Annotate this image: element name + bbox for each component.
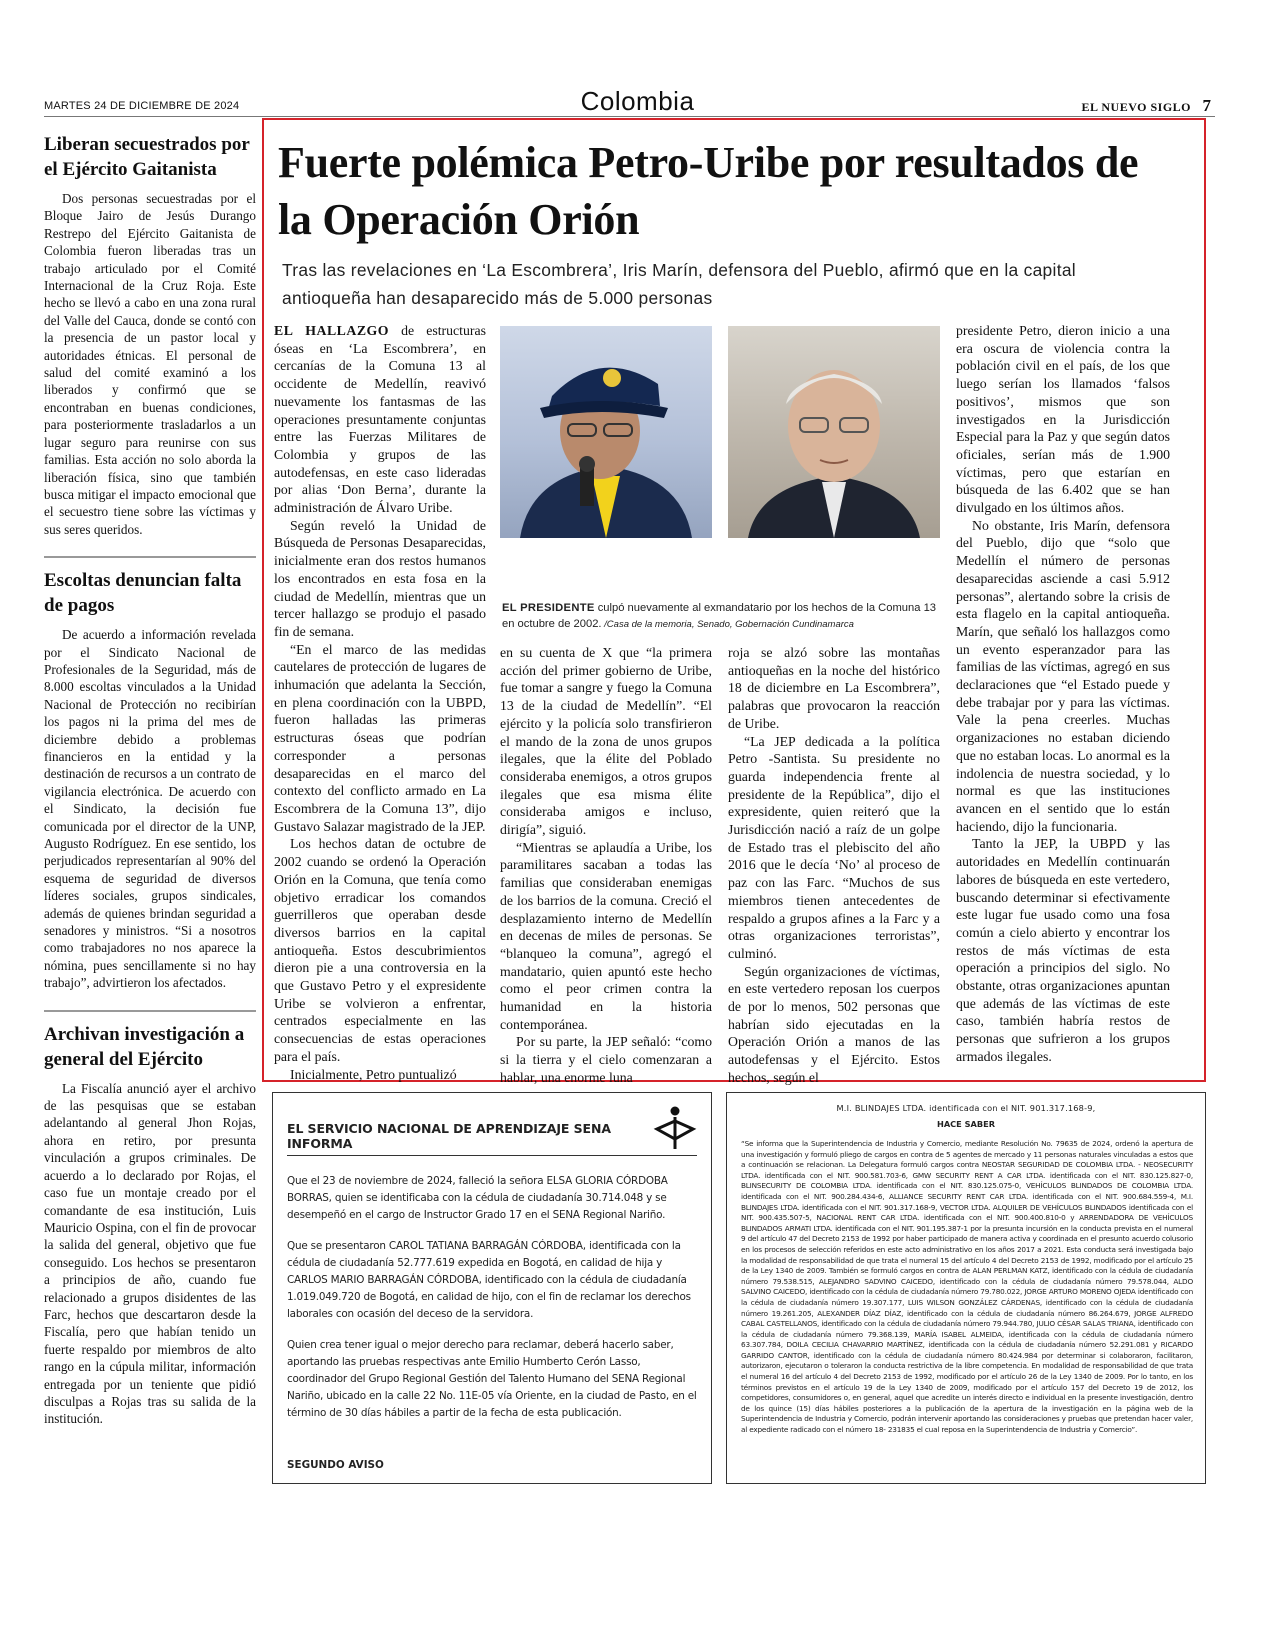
article-paragraph: Inicialmente, Petro puntualizó xyxy=(290,1066,457,1082)
article-paragraph: “La JEP dedicada a la política Petro -Santista. Su presidente no guarda independencia frente al presidente de la República”, dijo el expresidente, quien reiteró que la Jurisdicción nació a raíz de un golpe de Estado tras el plebiscito del año 2016 que le decía ‘No’ al proceso de paz con las Farc. “Muchos de sus miembros tienen antecedentes de respaldo a grupos afines a la Farc y a otras organizaciones terroristas”, culminó. xyxy=(728,733,940,961)
sena-paragraph: Que se presentaron CAROL TATIANA BARRAGÁN CÓRDOBA, identificada con la cédula de ciudadanía 52.777.619 expedida en Bogotá, en calidad de hija y CARLOS MARIO BARRAGÁN CÓRDOBA, identificado con la cédula de ciudadanía 1.019.049.720 de Bogotá, en calidad de hijo, con el fin de reclamar los derechos laborales con ocasión del deceso de la servidora. xyxy=(287,1239,691,1321)
newspaper-brand: EL NUEVO SIGLO xyxy=(1081,100,1191,114)
article-subheadline: Tras las revelaciones en ‘La Escombrera’, Iris Marín, defensora del Pueblo, afirmó que en la capital antioqueña han desaparecido más de 5.000 personas xyxy=(282,260,1076,308)
brief-body: De acuerdo a información revelada por el Sindicato Nacional de Profesionales de la Seguridad, más de 8.000 escoltas vinculados a la Unidad Nacional de Protección no recibirían los pagos ni la prima del mes de diciembre debido a problemas financieros en la entidad y la destinación de recursos a un contrato de vigilancia electrónica. De acuerdo con el Sindicato, la decisión fue comunicada por el director de la UNP, Augusto Rodríguez. En ese sentido, los perjudicados representarían al 90% del esquema de seguridad de diversos líderes sociales, grupos sindicales, además de quienes brindan seguridad a senadores y ministros. “Si a nosotros como trabajadores no nos aparece la nómina, pues sencillamente si no hay trabajo”, advirtieron los afectados. xyxy=(44,627,256,991)
issue-date: MARTES 24 DE DICIEMBRE DE 2024 xyxy=(44,100,240,112)
caption-text: culpó nuevamente al exmandatario por los hechos de la Comuna 13 en octubre de 2002. xyxy=(502,602,937,630)
notice-body: “Se informa que la Superintendencia de Industria y Comercio, mediante Resolución No. 79635 de 2024, ordenó la apertura de una investigación y formuló pliego de cargos en contra de 5 agentes de mercado y 11 personas naturales vinculadas a estos que a continuación se relacionan. La Delegatura formuló cargos contra NEOSTAR SEGURIDAD DE COLOMBIA LTDA. - NEOSECURITY LTDA. identificada con el NIT. 900.581.703-6, GMW SECURITY RENT A CAR LTDA. identificada con el NIT. 830.125.827-0, BLINSECURITY DE COLOMBIA LTDA. identificada con el NIT. 830.125.075-0, VEHÍCULOS BLINDADOS DE COLOMBIA LTDA. identificada con el NIT. 900.284.434-6, ALLIANCE SECURITY RENT CAR LTDA. identificada con el NIT. 900.684.559-4, M.I. BLINDAJES LTDA. identificada con el NIT. 901.317.168-9, VECTOR LTDA. ALQUILER DE VEHÍCULOS BLINDADOS identificada con el NIT. 900.435.507-5, NACIONAL RENT CAR LTDA. identificada con el NIT. 900.400.810-0 y ARRENDADORA DE VEHÍCULOS BLINDADOS ARMATI LTDA. identificada con el NIT. 901.195.387-1 por la presunta incursión en la conducta prevista en el numeral 9 del artículo 47 del Decreto 2153 de 1992 por haber participado de manera activa y coordinada en el presunto acuerdo colusorio en los procesos de selección referidos en este acto administrativo en los años 2017 a 2021. Esta conducta será investigada bajo la modalidad de responsabilidad de que trata el numeral 15 del artículo 4 del Decreto 2153 de 1992, modificado por el artículo 25 de la Ley 1340 de 2009. También se formuló cargos en contra de ALAN PERLMAN KATZ, identificado con la cédula de ciudadanía número 79.538.515, ALEJANDRO SADVINO CAICEDO, identificado con la cédula de ciudadanía número 79.578.044, ALDO SALVINO CAICEDO, identificado con la cédula de ciudadanía número 79.780.022, JORGE ARTURO MORENO OJEDA identificado con la cédula de ciudadanía número 19.307.177, LUIS WILSON GONZÁLEZ CÁRDENAS, identificado con la cédula de ciudadanía número 19.261.205, ALEXANDER DÍAZ DÍAZ, identificado con la cédula de ciudadanía número 86.264.679, JORGE ALFREDO CABAL CASTELLANOS, identificado con la cédula de ciudadanía número 79.944.780, JULIO CÉSAR SALAS TRIANA, identificado con la cédula de ciudadanía número 79.368.139, MARÍA ISABEL ALMEIDA, identificada con la cédula de ciudadanía número 63.307.784, DOILA CECILIA CHAVARRIO MARTÍNEZ, identificada con la cédula de ciudadanía número 52.291.081 y RICARDO GARRIDO CANTOR, identificado con la cédula de ciudadanía número 80.424.984 por determinar si colaboraron, facilitaron, autorizaron, ejecutaron o toleraron la conducta restrictiva de la libre competencia. En modalidad de responsabilidad de que trata el numeral 16 del artículo 4 del Decreto 2153 de 1992, modificado por el artículo 26 de la Ley 1340 de 2009. Por lo tanto, en los términos previstos en el artículo 19 de la Ley 1340 de 2009, modificado por el artículo 157 del Decreto 19 de 2012, los competidores, consumidores o, en general, aquel que acredite un interés directo e individual en la presente investigación, dentro de los quince (15) días hábiles posteriores a la publicación de la apertura de la investigación en la página web de la Superintendencia de Industria y Comercio, podrán intervenir aportando las consideraciones y pruebas que pretendan hacer valer, al expediente radicado con el número 18- 231835 el cual reposa en la Superintendencia de Industria y Comercio”. xyxy=(741,1139,1193,1435)
article-headline: Fuerte polémica Petro-Uribe por resultados de la Operación Orión xyxy=(278,138,1139,244)
article-kicker: EL HALLAZGO xyxy=(274,323,389,338)
sena-signature: SEGUNDO AVISO xyxy=(287,1459,384,1471)
article-paragraph: EL HALLAZGO de estructuras óseas en ‘La Escombrera’, en cercanías de la Comuna 13 al occidente de Medellín, reavivó nuevamente los fantasmas de las operaciones presuntamente conjuntas entre las Fuerzas Militares de Colombia y grupos de las autodefensas, en este caso lideradas por alias ‘Don Berna’, durante la administración de Álvaro Uribe. xyxy=(274,323,486,516)
page-number: 7 xyxy=(1202,96,1211,115)
caption-credit: /Casa de la memoria, Senado, Gobernación Cundinamarca xyxy=(601,619,854,630)
brief-title: Escoltas denuncian falta de pagos xyxy=(44,570,242,617)
article-paragraph: “Mientras se aplaudía a Uribe, los paramilitares sacaban a todas las familias que consideraban enemigas de los barrios de la comuna. Creció el desplazamiento interno de Medellín en decenas de miles de personas. Se “blanqueo la comuna”, agregó el mandatario, quien apuntó este hecho como el peor crimen contra la humanidad en la historia contemporánea. xyxy=(500,839,712,1032)
briefs-column xyxy=(44,132,256,1438)
article-paragraph: No obstante, Iris Marín, defensora del Pueblo, dijo que “solo que Medellín el número de personas desaparecidas asciende a casi 5.912 personas”, alertando sobre la crisis de esta flagelo en la capital antioqueña. Marín, que señaló los hallazgos como un evento esperanzador para las familias de las víctimas, agregó en sus declaraciones que “el Estado puede y debe trabajar por y para las víctimas. Vale la pena creerles. Muchas organizaciones no estaban diciendo que no estaban locas. Lo anormal es la indolencia de nuestra sociedad, y lo normal es que las instituciones avancen en el sentido que lo están haciendo, dijo la funcionaria. xyxy=(956,517,1170,834)
header-rule xyxy=(44,116,1215,117)
article-column-3 xyxy=(728,644,940,1087)
brief-title: Archivan investigación a general del Ejército xyxy=(44,1023,245,1070)
photo-petro xyxy=(500,326,712,538)
sena-body xyxy=(287,1173,697,1436)
notice-subheading: HACE SABER xyxy=(936,1119,995,1129)
article-paragraph: Según organizaciones de víctimas, en este vertedero reposan los cuerpos de por lo menos, 502 personas que habrían sido ejecutadas en la Operación Orión a manos de las autodefensas y el Ejército. Estos hechos, según el xyxy=(728,963,940,1085)
article-paragraph: Según reveló la Unidad de Búsqueda de Personas Desaparecidas, inicialmente eran dos restos humanos los encontrados en esta fosa en la ciudad de Medellín, mientras que un tercer hallazgo se produjo el pasado fin de semana. xyxy=(274,517,486,639)
brief-archivan xyxy=(44,1022,256,1438)
article-column-1 xyxy=(274,322,486,1083)
photo-caption xyxy=(502,600,942,633)
article-column-4 xyxy=(956,322,1170,1066)
article-column-2 xyxy=(500,644,712,1087)
photo-uribe xyxy=(728,326,940,538)
sena-title: EL SERVICIO NACIONAL DE APRENDIZAJE SENA INFORMA xyxy=(287,1121,611,1151)
caption-kicker: EL PRESIDENTE xyxy=(502,602,595,614)
sena-notice xyxy=(272,1092,712,1484)
brief-body: Dos personas secuestradas por el Bloque Jairo de Jesús Durango Restrepo del Ejército Gaitanista de Colombia fueron liberadas tras un trabajo articulado por el Comité Internacional de la Cruz Roja. Este hecho se llevó a cabo en una zona rural del Valle del Cauca, donde se contó con la presencia de un pastor local y autoridades étnicas. El personal de salud del comité examinó a los liberados y confirmó que se encontraban en buenas condiciones, para posteriormente trasladarlos a un lugar seguro para reunirse con sus familias. Esta acción no solo aborda la liberación física, sino que también busca mitigar el impacto emocional que el secuestro tiene sobre las víctimas y sus seres queridos. xyxy=(44,191,256,537)
brief-body: La Fiscalía anunció ayer el archivo de las pesquisas que se estaban adelantando al general Jhon Rojas, ahora en retiro, por presunta vinculación a grupos criminales. De acuerdo a lo declarado por Rojas, el caso fue un montaje creado por el comandante de esa institución, Luis Mauricio Ospina, con el fin de provocar la salida del general, objetivo que fue conseguido. Los hechos se presentaron a principios de año, cuando fue relacionado a grupos disidentes de las Farc, hechos que descartaron desde la Fiscalía, pero que habían tenido un fuerte respaldo por miembros de alto rango en la cúpula militar, información entregada por un teniente que pidió disculpas a Rojas tras su salida de la institución. xyxy=(44,1080,256,1427)
section-title: Colombia xyxy=(580,86,695,116)
article-paragraph: en su cuenta de X que “la primera acción del primer gobierno de Uribe, fue tomar a sangre y fuego la Comuna 13 de la ciudad de Medellín”. “El ejército y la policía solo transfirieron el mando de la zona de unos grupos ilegales, que la élite del Poblado consideraba enemigos, a otros grupos ilegales que esa misma élite consideraba amigos e incluso, dirigía”, siguió. xyxy=(500,645,712,838)
sena-logo xyxy=(653,1105,697,1151)
article-paragraph: Por su parte, la JEP señaló: “como si la tierra y el cielo comenzaran a hablar, una enorme luna xyxy=(500,1034,712,1085)
brief-secuestrados xyxy=(44,132,256,548)
notice-heading: M.I. BLINDAJES LTDA. identificada con el NIT. 901.317.168-9, xyxy=(836,1103,1096,1113)
sena-paragraph: Quien crea tener igual o mejor derecho para reclamar, deberá hacerlo saber, aportando las pruebas respectivas ante Emilio Humberto Cerón Lasso, coordinador del Grupo Regional Gestión del Talento Humano del SENA Regional Nariño, ubicado en la calle 22 No. 11E-05 vía Oriente, en la ciudad de Pasto, en el término de 30 días hábiles a partir de la fecha de esta publicación. xyxy=(287,1338,697,1420)
blindajes-notice xyxy=(726,1092,1206,1484)
article-paragraph: Tanto la JEP, la UBPD y las autoridades en Medellín continuarán labores de búsqueda en este vertedero, buscando determinar si efectivamente este lugar fue usado como una fosa común a cielo abierto y encontrar los restos de más víctimas de esta operación a principios del siglo. No obstante, otras organizaciones apuntan que además de las víctimas de este caso, también habría restos de personas que sufrieron a los grupos armados ilegales. xyxy=(956,836,1170,1064)
article-paragraph: presidente Petro, dieron inicio a una era oscura de violencia contra la población civil en el país, de los que luego serían los llamados ‘falsos positivos’, mismos que son investigados en la Jurisdicción Especial para la Paz y que según datos oficiales, serían más de 1.900 víctimas, pero que estarían en búsqueda de las 6.402 que se han divulgado en los últimos años. xyxy=(956,323,1170,516)
divider xyxy=(44,556,256,558)
article-paragraph: “En el marco de las medidas cautelares de protección de lugares de inhumación que adelanta la Sección, en plena coordinación con la UBPD, fueron halladas las primeras estructuras óseas que podrían corresponder a personas desaparecidas en el marco del contexto del conflicto armado en La Escombrera de la Comuna 13”, dijo Gustavo Salazar magistrado de la JEP. xyxy=(274,641,486,834)
brief-escoltas xyxy=(44,568,256,1002)
divider xyxy=(44,1010,256,1012)
sena-paragraph: Que el 23 de noviembre de 2024, falleció la señora ELSA GLORIA CÓRDOBA BORRAS, quien se identificaba con la cédula de ciudadanía 30.714.048 y se desempeñó en el cargo de Instructor Grado 17 en el SENA Regional Nariño. xyxy=(287,1175,668,1222)
article-paragraph: roja se alzó sobre las montañas antioqueñas en la noche del histórico 18 de diciembre en La Escombrera”, palabras que provocaron la reacción de Uribe. xyxy=(728,645,940,731)
feature-article xyxy=(262,118,1206,1085)
divider xyxy=(287,1155,697,1156)
brief-title: Liberan secuestrados por el Ejército Gaitanista xyxy=(44,134,250,180)
article-paragraph: Los hechos datan de octubre de 2002 cuando se ordenó la Operación Orión en la Comuna, que tenía como objetivo erradicar los comandos guerrilleros que operaban desde diversos barrios en la capital antioqueña. Estos descubrimientos dieron pie a una controversia en la que Gustavo Petro y el expresidente Uribe se volvieron a enfrentar, centrados especialmente en las consecuencias de estas operaciones para el país. xyxy=(274,836,486,1064)
